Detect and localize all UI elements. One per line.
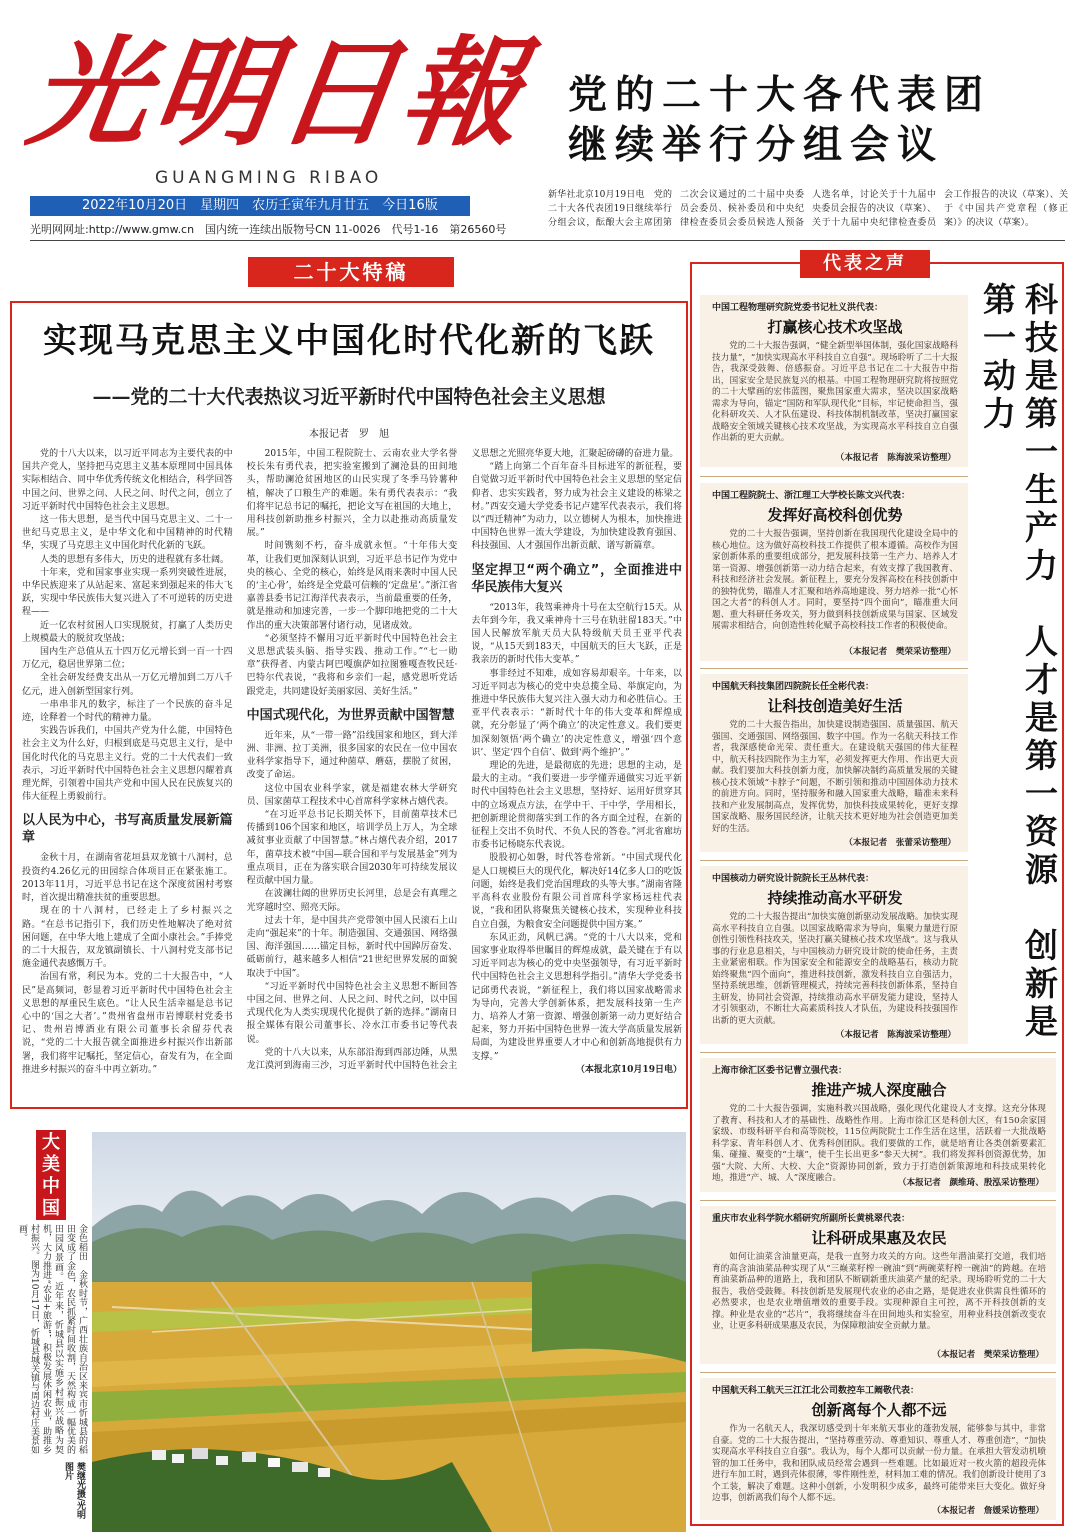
voice-speaker: 中国航天科工航天三江江北公司数控车工阚敬代表： bbox=[712, 1386, 920, 1396]
paragraph: 股股初心如磐，时代答卷常新。“中国式现代化是人口规模巨大的现代化，解决好14亿多人口的吃饭问题，始终是我们党治国理政的头等大事。”湖南省隆平高科农业股份有限公司首席科学家杨远柱代表说，“我和团队将聚焦关键核心技术，实现种业科技自立自强，为粮食安全问题提供中国方案。” bbox=[471, 853, 682, 930]
paragraph: 人类的思想有多伟大，历史的进程就有多壮阔。 bbox=[40, 554, 230, 565]
date-line: 2022年10月20日 星期四 农历壬寅年九月廿五 今日16版 bbox=[30, 196, 470, 216]
voice-speaker: 中国工程院院士、浙江理工大学校长陈文兴代表： bbox=[712, 491, 911, 501]
voice-title: 发挥好高校科创优势 bbox=[767, 506, 903, 524]
feature-credit: （本报北京10月19日电） bbox=[575, 1064, 682, 1075]
voice-title: 让科技创造美好生活 bbox=[767, 697, 903, 715]
paragraph: 党的十八大以来，从东部沿海到西部边陲，从黑龙江漠河到海南三沙，习近平新时代中国特色社会主义思想之光照亮华夏大地，汇聚起磅礴的奋进力量。 bbox=[246, 449, 679, 1071]
paragraph: 一串串非凡的数字，标注了一个民族的奋斗足迹，诠释着一个时代的精神力量。 bbox=[22, 699, 233, 724]
paragraph: 金秋十月，在湖南省花垣县双龙镇十八洞村，总投资约4.26亿元的田园综合体项目正在紧张施工。2013年11月，习近平总书记在这个深度贫困村考察时，首次提出精准扶贫的重要思想。 bbox=[22, 853, 233, 904]
voice-body: 党的二十大报告强调，实施科教兴国战略，强化现代化建设人才支撑。这充分体现了教育、科技和人才的基础性、战略性作用。上海市徐汇区是科创大区，有150余家国家级、市级科研平台和高等院校，115位两院院士工作生活在这里，活跃着一大批战略科学家、青年科创人才、优秀科创团队。我们要做的工作，就是培育让各类创新要素汇集、碰撞、聚变的“土壤”，使千生长出更多“参天大树”。我们将发挥科创资源优势，加强“大院、大所、大校、大企”资源协同创新，致力于打造创新策源地和科技成果转化地，推进“产、城、人”深度融合。 bbox=[712, 1104, 1046, 1183]
paragraph: “必须坚持不懈用习近平新时代中国特色社会主义思想武装头脑、指导实践、推动工作。”“七一勋章”获得者、内蒙古阿巴嘎旗萨如拉图雅嘎查牧民廷·巴特尔代表说，“我将和乡亲们一起，感党恩听党话跟党走，共同建设好美丽家园、美好生活。” bbox=[246, 633, 458, 697]
paragraph: 这位中国农业科学家，就是福建农林大学研究员、国家菌草工程技术中心首席科学家林占熺代表。 bbox=[246, 783, 458, 807]
voice-speaker: 中国航天科技集团四院院长任全彬代表： bbox=[712, 682, 875, 692]
rice-field-photo[interactable] bbox=[92, 1132, 686, 1532]
feature-body bbox=[22, 448, 682, 1100]
paragraph: 事非经过不知难，成如容易却艰辛。十年来，以习近平同志为核心的党中央总揽全局、举旗定向，为推进中华民族伟大复兴注入强大动力和必胜信心。王亚平代表表示：“新时代十年的伟大变革和辉煌成就，充分彰显了‘两个确立’的决定性意义。我们要更加深刻领悟‘两个确立’的决定性意义，增强‘四个意识’、坚定‘四个自信’、做到‘两个维护’。” bbox=[471, 668, 682, 758]
voice-item[interactable] bbox=[700, 1058, 1056, 1192]
voice-reporter: （本报记者 陈海波采访整理） bbox=[835, 453, 956, 463]
voice-reporter: （本报记者 詹媛采访整理） bbox=[932, 1506, 1044, 1516]
paragraph: 这一伟大思想，是当代中国马克思主义、二十一世纪马克思主义，是中华文化和中国精神的时代精华，实现了马克思主义中国化时代化新的飞跃。 bbox=[22, 515, 233, 552]
voice-reporter: （本报记者 颜维琦、殷泓采访整理） bbox=[897, 1178, 1044, 1188]
divider bbox=[700, 1052, 1056, 1053]
paragraph: 现在的十八洞村，已经走上了乡村振兴之路。“在总书记指引下，我们历史性地解决了绝对贫困问题，在中华大地上建成了全面小康社会。”手捧党的二十大报告，双龙镇副镇长、十八洞村党支部书记施金通代表感慨万千。 bbox=[22, 906, 233, 970]
voice-body: 党的二十大报告强调，坚持创新在我国现代化建设全局中的核心地位。这为做好高校科技工作提供了根本遵循。高校作为国家创新体系的重要组成部分，把发展科技第一生产力、培养人才第一资源、增强创新第一动力结合起来，有效支撑了我国教育、科技和经济社会发展。新征程上，要充分发挥高校在科技创新中的独特优势，瞄准人才汇聚和培养高地建设、努力培养一批“心怀国之大者”的科创人才。同时，要坚持“四个面向”，瞄准重大问题、重大科研任务攻关，努力做到科技创新成果与国家、区域发展需求相结合，向创造性转化赋予高校科技工作者的积极使命。 bbox=[712, 529, 958, 631]
divider bbox=[700, 1200, 1056, 1201]
voice-body: 如何让油菜含油量更高，是我一直努力攻关的方向。这些年潜油菜打交道，我们培育的高含油油菜品种实现了从“三巅菜籽榨一碗油”到“两碗菜籽榨一碗油”的跨越。在培育油菜新品种的道路上，我和团队不断刷新重庆油菜产量的纪录。现场聆听党的二十大报告，我倍受鼓舞。科技创新是发展现代农业的必由之路，是促进农业供需良性循环的必然要求，也是农业增值增效的重要手段。实现种源自主可控，离不开科技创新的支撑。种业是农业的“芯片”，我将继续奋斗在田间地头和实验室，用种业科技创新改变农业，让更多科研成果惠及农民，为保障粮油安全贡献力量。 bbox=[712, 1252, 1046, 1331]
voices-tag: 代表之声 bbox=[800, 250, 930, 278]
photo-credit: 樊继光摄/光明图片 bbox=[63, 1462, 85, 1520]
voice-reporter: （本报记者 陈海波采访整理） bbox=[835, 1030, 956, 1040]
masthead-divider bbox=[30, 240, 1065, 241]
paragraph: 国内生产总值从五十四万亿元增长到一百一十四万亿元，稳居世界第二位； bbox=[22, 647, 233, 671]
voice-reporter: （本报记者 樊荣采访整理） bbox=[844, 647, 956, 657]
paragraph: 近一亿农村贫困人口实现脱贫，打赢了人类历史上规模最大的脱贫攻坚战； bbox=[22, 620, 233, 644]
voice-title: 创新离每个人都不远 bbox=[811, 1401, 947, 1419]
photo-caption: 金色稻田 金秋时节，广西壮族自治区来宾市忻城县的稻田变成了金色，农民抓紧时间收割，天然构成一幅优美的田园风景画。近年来，忻城县以实施乡村振兴战略为契机，大力推进“农业+旅游”，积极发展休闲农业，助推乡村振兴。图为10月17日，忻城县城关镇与周边村庄美景如画。 bbox=[17, 1224, 87, 1454]
paragraph: “习近平新时代中国特色社会主义思想不断回答中国之问、世界之问、人民之问、时代之问，以中国式现代化为人类实现现代化提供了新的选择。”湖南日报全媒体有限公司董事长、冷水江市委书记等代表说。 bbox=[246, 981, 458, 1045]
feature-title[interactable]: 实现马克思主义中国化时代化新的飞跃 bbox=[43, 321, 655, 361]
paragraph: 理论的先进，是最彻底的先进；思想的主动，是最大的主动。“我们要进一步学懂弄通做实习近平新时代中国特色社会主义思想，坚持好、运用好贯穿其中的立场观点方法，在学中干、干中学，学用相长，把创新理论贯彻落实到工作的各方面全过程，在新的征程上交出不负时代、不负人民的答卷。”河北省廊坊市委书记杨晓东代表说。 bbox=[471, 761, 682, 851]
voice-body: 党的二十大报告指出，加快建设制造强国、质量强国、航天强国、交通强国、网络强国、数字中国。作为一名航天科技工作者，我深感使命光荣、责任重大。在建设航天强国的伟大征程中，航天科技四院作为主力军，必须发挥更大作用、作出更大贡献。我们要加大科技创新力度，加快解决制约高质量发展的关键核心技术领域“卡脖子”问题，不断引领和推动中国固体动力技术的前进方向。同时，坚持服务和融入国家重大战略，瞄准未来科技和产业发展制高点，发挥优势，加快科技成果转化，更好支撑国家战略、服务国民经济，让航天技术更好地为社会创造更加美好的生活。 bbox=[712, 720, 958, 834]
voice-title: 打赢核心技术攻坚战 bbox=[767, 318, 903, 336]
feature-banner: 二十大特稿 bbox=[248, 257, 454, 287]
voice-reporter: （本报记者 张蕾采访整理） bbox=[844, 838, 956, 848]
paragraph: “踏上向第二个百年奋斗目标进军的新征程，要自觉做习近平新时代中国特色社会主义思想的坚定信仰者、忠实实践者，努力成为社会主义建设的栋梁之材。”西安交通大学党委书记卢建军代表表示，我们将以“西迁精神”为动力，以立德树人为根本，加快推进中国特色世界一流大学建设，为加快建设教育强国、科技强国、人才强国作出新贡献、谱写新篇章。 bbox=[471, 462, 682, 552]
top-news-lead: 新华社北京10月19日电 党的二十大各代表团19日继续举行分组会议，酝酿大会主席团第二次会议通过的二十届中央委员会委员、候补委员和中央纪律检查委员会委员候选人预备人选名单，讨论关于十九届中央委员会报告的决议（草案）、关于十九届中央纪律检查委员会工作报告的决议（草案）、关于《中国共产党章程（修正案）》的决议（草案）。 bbox=[548, 190, 1068, 228]
section-heading-modernization: 中国式现代化，为世界贡献中国智慧 bbox=[246, 707, 455, 723]
voice-item[interactable] bbox=[700, 483, 968, 661]
paragraph: 治国有常，利民为本。党的二十大报告中，“人民”是高频词，彰显着习近平新时代中国特色社会主义思想的厚重民生底色。“让人民生活幸福是总书记心中的‘国之大者’。”贵州省盘州市岩博联村党委书记、贵州岩博酒业有限公司董事长余留芬代表说，“党的二十大报告就全面推进乡村振兴作出新部署，我们将牢记嘱托，坚定信心，奋发有为，在全面推进乡村振兴的奋斗中再立新功。” bbox=[22, 972, 233, 1075]
divider bbox=[700, 860, 968, 861]
voice-speaker: 中国工程物理研究院党委书记杜义洪代表： bbox=[712, 303, 884, 313]
voice-reporter: （本报记者 樊荣采访整理） bbox=[932, 1350, 1044, 1360]
voice-body: 党的二十大报告提出“加快实施创新驱动发展战略。加快实现高水平科技自立自强。以国家战略需求为导向，集聚力量进行原创性引领性科技攻关，坚决打赢关键核心技术攻坚战”。这与我从事的行业息息相关，与中国核动力研究设计院的使命任务，主责主业紧密相联。作为国家安全和能源安全的战略基石，核动力院始终聚焦“四个面向”，推进科技创新，激发科技自立自强活力，坚持系统思维，创新管理模式，持续完善科技创新体系，坚持自主研发，协同社会资源，持续推动高水平研发能力建设，坚持人才引领驱动，不断壮大高素质科技人才队伍，为建设科技强国作出新的更大贡献。 bbox=[712, 912, 958, 1026]
paragraph: 十年来，党和国家事业实现一系列突破性进展，中华民族迎来了从站起来、富起来到强起来的伟大飞跃，实现中华民族伟大复兴进入了不可逆转的历史进程—— bbox=[22, 567, 233, 618]
paragraph: 东风正劲，风帆已满。“党的十八大以来，党和国家事业取得举世瞩目的辉煌成就，最关键在于有以习近平同志为核心的党中央坚强领导，有习近平新时代中国特色社会主义思想科学指引。”清华大学党委书记邱勇代表说，“新征程上，我们将以国家战略需求为导向，完善大学创新体系，把发展科技第一生产力、培养人才第一资源、增强创新第一动力更好结合起来，努力开拓中国特色世界一流大学高质量发展新局面，为建设世界重要人才中心和创新高地提供有力支撑。” bbox=[471, 932, 682, 1062]
voice-item[interactable] bbox=[700, 866, 968, 1044]
section-heading-two-establishes: 坚定捍卫“两个确立”，全面推进中华民族伟大复兴 bbox=[471, 562, 682, 595]
voice-body: 党的二十大报告强调，“健全新型举国体制，强化国家战略科技力量”，“加快实现高水平科技自立自强”。现场聆听了二十大报告，我深受鼓舞、倍感振奋。习近平总书记在二十大报告中指出，国家安全是民族复兴的根基。中国工程物理研究院将按照党的二十大擘画的宏伟蓝图，聚焦国家重大需求，坚决以国家战略需求为导向，锚定“国防和军队现代化”目标，牢记使命担当，强化科研攻关、人才队伍建设、科技体制机制改革，坚决打赢国家战略安全领域关键核心技术攻坚战，为实现高水平科技自立自强作出新的更大贡献。 bbox=[712, 341, 958, 443]
voice-title: 让科研成果惠及农民 bbox=[811, 1229, 947, 1247]
paragraph: 近年来，从“一带一路”沿线国家和地区，到大洋洲、非洲、拉丁美洲，很多国家的农民在一位中国农业科学家指导下，通过种菌草、蘑菇，摆脱了贫困，改变了命运。 bbox=[246, 730, 458, 781]
paragraph: “2013年，我驾乘神舟十号在太空航行15天。从去年到今年，我又乘神舟十三号在轨驻留183天。”中国人民解放军航天员大队特级航天员王亚平代表说，“从15天到183天，中国航天的巨大飞跃，正是我亲历的新时代伟大变革。” bbox=[471, 602, 682, 666]
paragraph: 2015年，中国工程院院士、云南农业大学名誉校长朱有勇代表，把实验室搬到了澜沧县的田间地头，帮助澜沧贫困地区的山民实现了冬季马铃薯种植，解决了口粮生产的难题。朱有勇代表表示：“我们将牢记总书记的嘱托，把论文写在祖国的大地上，用科技创新助推乡村振兴，全力以赴推动高质量发展。” bbox=[246, 449, 458, 539]
voice-item[interactable] bbox=[700, 1206, 1056, 1364]
divider bbox=[700, 668, 968, 669]
masthead-logo: 光明日報 bbox=[21, 23, 537, 162]
voice-speaker: 重庆市农业科学院水稻研究所副所长黄桃翠代表： bbox=[712, 1214, 911, 1224]
voice-item[interactable] bbox=[700, 674, 968, 852]
paragraph: 实践告诉我们，中国共产党为什么能，中国特色社会主义为什么好，归根到底是马克思主义行，是中国化时代化的马克思主义行。党的二十大代表们一致表示，习近平新时代中国特色社会主义思想闪耀着真理光辉，引领着中国共产党和中国人民在民族复兴的伟大征程上勇毅前行。 bbox=[22, 726, 233, 803]
masthead-pinyin: GUANGMING RIBAO bbox=[155, 168, 383, 188]
paragraph: 全社会研发经费支出从一万亿元增加到二万八千亿元，进入创新型国家行列。 bbox=[22, 673, 233, 697]
paragraph: 在波澜壮阔的世界历史长河里，总是会有真理之光穿越时空、照亮天际。 bbox=[246, 889, 458, 913]
voice-speaker: 中国核动力研究设计院院长王丛林代表： bbox=[712, 874, 875, 884]
voice-title: 推进产城人深度融合 bbox=[811, 1081, 947, 1099]
voices-slogan: 科技是第一生产力 人才是第一资源 创新是第一动力 bbox=[978, 282, 1059, 1042]
voice-title: 持续推动高水平研发 bbox=[767, 889, 903, 907]
divider bbox=[700, 1372, 1056, 1373]
top-headline-line1: 党的二十大各代表团 bbox=[568, 72, 992, 118]
voice-item[interactable] bbox=[700, 1378, 1056, 1520]
paragraph: 党的十八大以来，以习近平同志为主要代表的中国共产党人，坚持把马克思主义基本原理同中国具体实际相结合、同中华优秀传统文化相结合，科学回答中国之问、世界之问、人民之问、时代之问，创立了习近平新时代中国特色社会主义思想。 bbox=[22, 449, 233, 512]
voice-speaker: 上海市徐汇区委书记曹立强代表： bbox=[712, 1066, 848, 1076]
photo-tag: 大美中国 bbox=[36, 1130, 66, 1220]
paragraph: “在习近平总书记长期关怀下，目前菌草技术已传播到106个国家和地区，培训学员上万人，为全球减贫事业贡献了中国智慧。”林占熺代表介绍，2017年，菌草技术被“中国—联合国和平与发展基金”列为重点项目，正在为落实联合国2030年可持续发展议程贡献中国力量。 bbox=[246, 810, 458, 887]
voice-body: 作为一名航天人，我深切感受到十年来航天事业的蓬勃发展，能够参与其中，非常自豪。党的二十大报告提出，“坚持尊重劳动、尊重知识、尊重人才、尊重创造”，“加快实现高水平科技自立自强”。我认为，每个人都可以贡献一份力量。在承担大管发动机喷管的加工任务中，我和团队成员经常会遇到一些难题。比如最近对一枚火箭的超段壳体进行车加工时，遇到壳体很薄，零件刚性差，材料加工难的情况。我们创新设计使用了3个工装，解决了难题。这种小创新，小发明积少成多，最终可能带来巨大变化。做好身边事，创新离我们每个人都不远。 bbox=[712, 1424, 1046, 1503]
feature-subtitle: ——党的二十大代表热议习近平新时代中国特色社会主义思想 bbox=[92, 386, 606, 408]
divider bbox=[700, 476, 968, 477]
feature-byline: 本报记者 罗 旭 bbox=[309, 429, 389, 440]
top-headline[interactable] bbox=[568, 70, 1058, 170]
section-heading-people: 以人民为中心，书写高质量发展新篇章 bbox=[22, 813, 233, 846]
voice-item[interactable] bbox=[700, 295, 968, 467]
publication-info: 光明网网址:http://www.gmw.cn 国内统一连续出版物号CN 11-0026 代号1-16 第26560号 bbox=[30, 223, 507, 236]
landscape-illustration bbox=[92, 1132, 686, 1532]
top-headline-line2: 继续举行分组会议 bbox=[568, 122, 945, 168]
paragraph: 过去十年，是中国共产党带领中国人民滚石上山走向“强起来”的十年。制造强国、交通强国、网络强国、海洋强国……锚定目标，新时代中国踔厉奋发、砥砺前行，越来越多人相信“21世纪世界发展的面貌取决于中国”。 bbox=[246, 915, 458, 979]
paragraph: 时间镌刻不朽，奋斗成就永恒。“十年伟大变革，让我们更加深刻认识到，习近平总书记作为党中央的核心、全党的核心，始终是风雨来袭时中国人民的‘主心骨’，始终是全党最可信赖的‘定盘星’。”浙江省嘉善县委书记江海洋代表表示，当前最重要的任务，就是推动和加速完善，一步一个脚印地把党的二十大作出的重大决策部署付诸行动，见诸成效。 bbox=[246, 541, 458, 631]
